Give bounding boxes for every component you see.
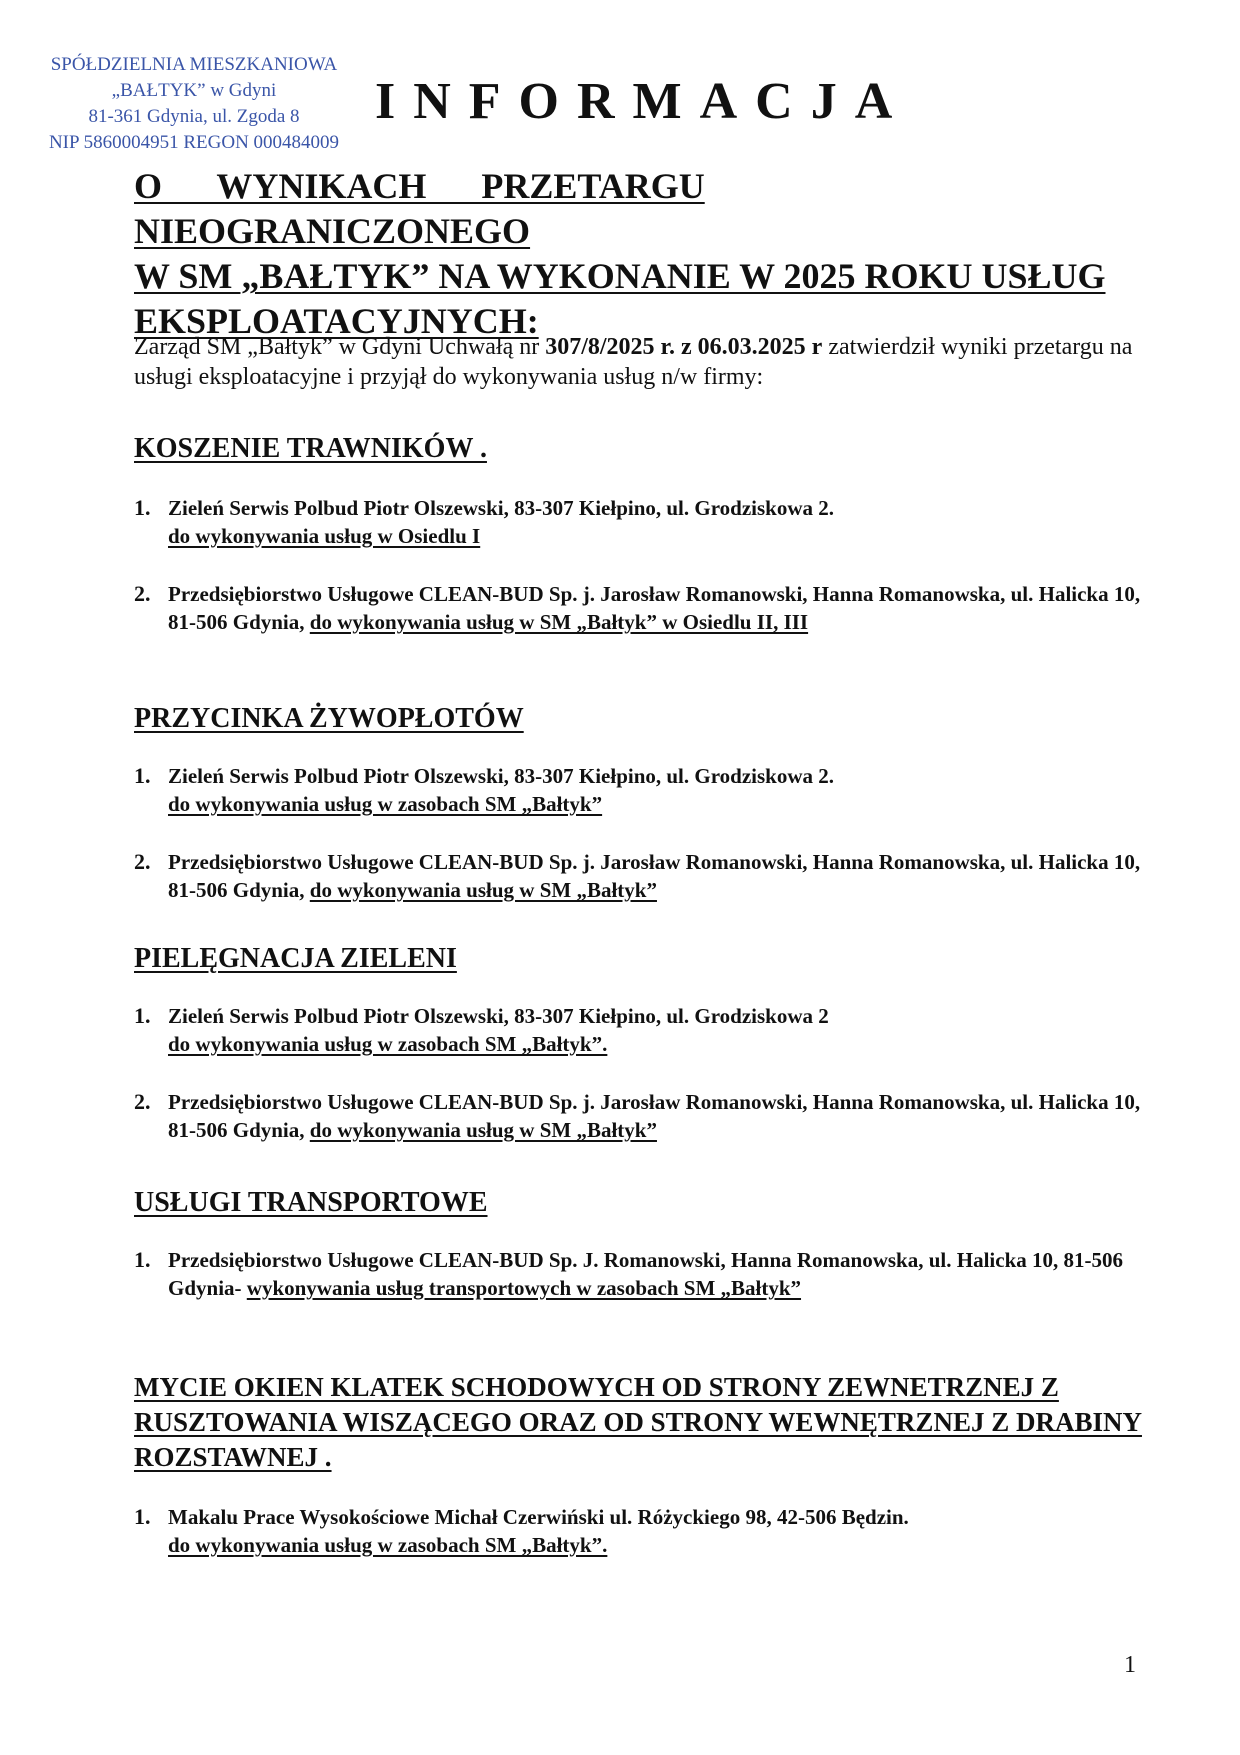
section-window-washing [134,1370,1164,1559]
service-scope: do wykonywania usług w zasobach SM „Bałtyk” [168,792,603,816]
company-details: Zieleń Serwis Polbud Piotr Olszewski, 83-307 Kiełpino, ul. Grodziskowa 2 [168,1004,829,1028]
section-green-care [134,942,1164,1144]
heading-line: W SM „BAŁTYK” NA WYKONANIE W 2025 ROKU USŁUG [134,256,1106,296]
intro-text: zatwierdził wyniki przetargu na usługi eksploatacyjne i przyjął do wykonywania usług n/w firmy: [134,334,1133,390]
intro-text: Zarząd SM „Bałtyk” w Gdyni Uchwałą nr [134,334,546,360]
item-number: 2. [134,1089,151,1114]
list-item [134,1002,1164,1058]
company-details: Przedsiębiorstwo Usługowe CLEAN-BUD Sp. j. Jarosław Romanowski, Hanna Romanowska, ul. Halicka 10, 81-506 Gdynia, [168,850,1141,902]
list-item [134,1246,1164,1302]
company-details: Przedsiębiorstwo Usługowe CLEAN-BUD Sp. J. Romanowski, Hanna Romanowska, ul. Halicka 10, 81-506 Gdynia- [168,1248,1123,1300]
service-scope: do wykonywania usług w zasobach SM „Bałtyk”. [168,1533,608,1557]
stamp-line: SPÓŁDZIELNIA MIESZKANIOWA [50,54,338,75]
list-item [134,1088,1164,1144]
stamp-line: 81-361 Gdynia, ul. Zgoda 8 [88,106,300,127]
item-number: 1. [134,763,151,788]
section-transport [134,1186,1164,1302]
item-number: 1. [134,1504,151,1529]
list-item [134,494,1164,550]
intro-paragraph [134,332,1154,392]
service-scope: wykonywania usług transportowych w zasobach SM „Bałtyk” [246,1276,802,1300]
document-title: INFORMACJA [375,73,911,130]
company-details: Zieleń Serwis Polbud Piotr Olszewski, 83-307 Kiełpino, ul. Grodziskowa 2. [168,764,835,788]
section-hedge-trimming [134,702,1164,904]
heading-line: O WYNIKACH PRZETARGU NIEOGRANICZONEGO [134,166,705,251]
company-details: Makalu Prace Wysokościowe Michał Czerwiński ul. Różyckiego 98, 42-506 Będzin. [168,1505,909,1529]
service-scope: do wykonywania usług w Osiedlu I [168,524,481,548]
list-item [134,762,1164,818]
heading-line: EKSPLOATACYJNYCH: [134,301,539,341]
company-details: Przedsiębiorstwo Usługowe CLEAN-BUD Sp. j. Jarosław Romanowski, Hanna Romanowska, ul. Halicka 10, 81-506 Gdynia, [168,1090,1141,1142]
list-item [134,580,1164,636]
service-scope: do wykonywania usług w SM „Bałtyk” [309,1118,657,1142]
cooperative-stamp [24,52,364,156]
service-scope: do wykonywania usług w zasobach SM „Bałtyk”. [168,1032,608,1056]
company-details: Przedsiębiorstwo Usługowe CLEAN-BUD Sp. j. Jarosław Romanowski, Hanna Romanowska, ul. Halicka 10, 81-506 Gdynia, [168,582,1141,634]
resolution-date: 06.03.2025 r [697,334,823,360]
company-details: Zieleń Serwis Polbud Piotr Olszewski, 83-307 Kiełpino, ul. Grodziskowa 2. [168,496,835,520]
list-item [134,1503,1164,1559]
section-title: PRZYCINKA ŻYWOPŁOTÓW [134,703,524,734]
item-number: 2. [134,581,151,606]
item-number: 1. [134,1247,151,1272]
stamp-line: NIP 5860004951 REGON 000484009 [48,132,340,153]
item-number: 1. [134,1003,151,1028]
item-number: 2. [134,849,151,874]
section-lawn-mowing [134,432,1164,636]
service-scope: do wykonywania usług w SM „Bałtyk” w Osiedlu II, III [309,610,809,634]
service-scope: do wykonywania usług w SM „Bałtyk” [309,878,657,902]
stamp-line: „BAŁTYK” w Gdyni [111,80,277,101]
section-title: PIELĘGNACJA ZIELENI [134,943,457,974]
section-title: USŁUGI TRANSPORTOWE [134,1187,488,1218]
page-number: 1 [1124,1652,1136,1678]
section-title: KOSZENIE TRAWNIKÓW . [134,433,487,464]
list-item [134,848,1164,904]
item-number: 1. [134,495,151,520]
document-heading [134,164,1154,344]
section-title: MYCIE OKIEN KLATEK SCHODOWYCH OD STRONY ZEWNETRZNEJ Z RUSZTOWANIA WISZĄCEGO ORAZ OD STRONY WEWNĘTRZNEJ Z DRABINY ROZSTAWNEJ . [134,1372,1142,1472]
resolution-number: 307/8/2025 r. [545,334,676,360]
intro-text: z [675,334,698,360]
